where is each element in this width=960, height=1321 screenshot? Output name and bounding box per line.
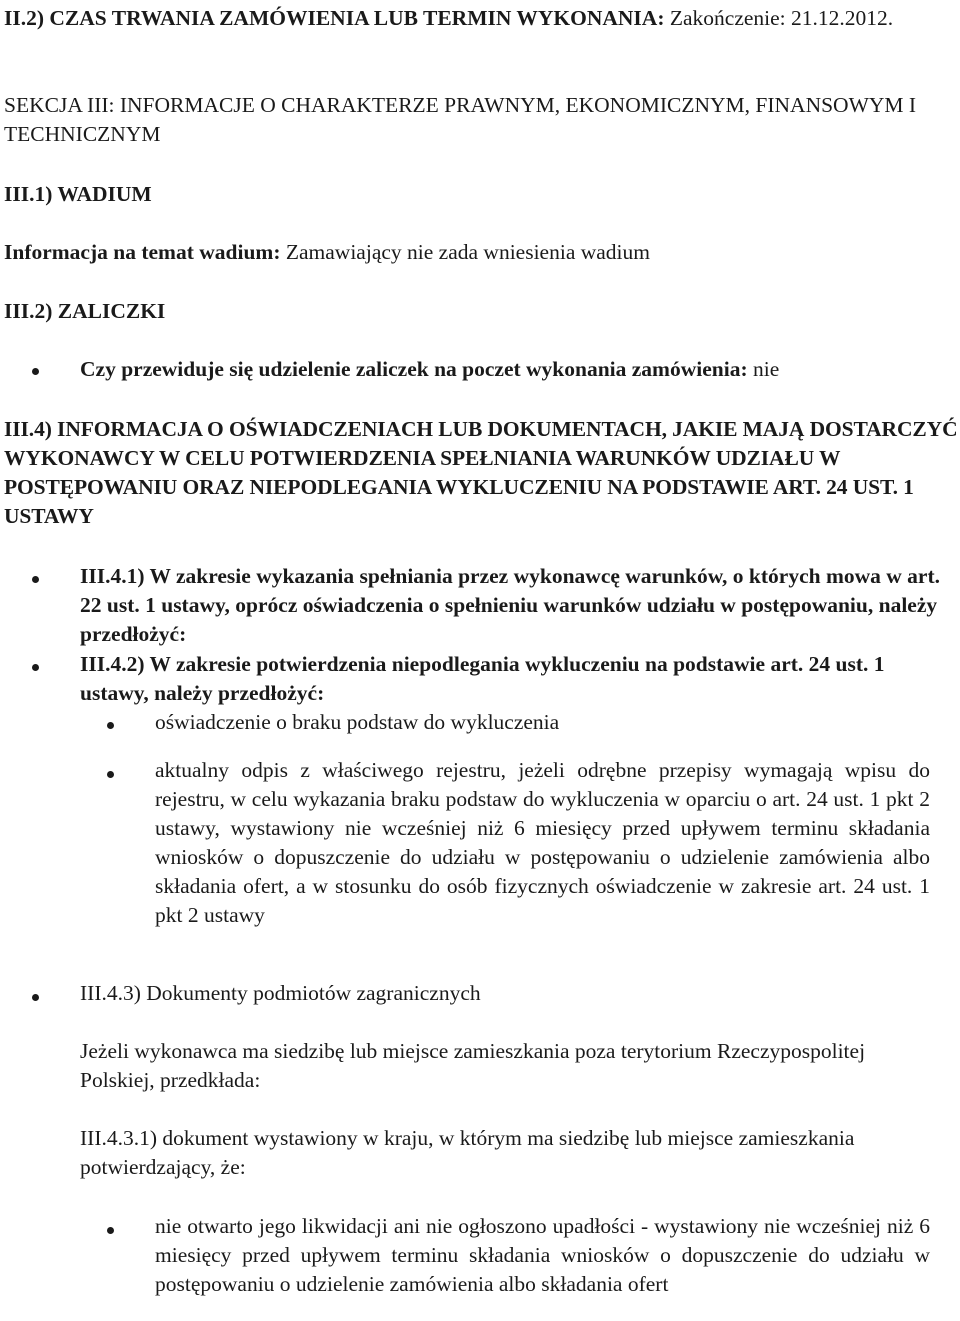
wadium-value: Zamawiający nie zada wniesienia wadium [285, 240, 651, 264]
section-iii4-1-item: III.4.1) W zakresie wykazania spełniania przez wykonawcę warunków, o których mowa w art. 22 ust. 1 ustawy, oprócz oświadczenia o spełnieniu warunków udziału w postępowaniu, należy przedłożyć: [80, 564, 941, 646]
bullet-icon [107, 771, 114, 778]
section-iii4-3-1-item: III.4.3.1) dokument wystawiony w kraju, w którym ma siedzibę lub miejsce zamieszkania potwierdzający, że: [80, 1126, 855, 1179]
section-iii4-2-sub-2: aktualny odpis z właściwego rejestru, jeżeli odrębne przepisy wymagają wpisu do rejestru, w celu wykazania braku podstaw do wykluczenia w oparciu o art. 24 ust. 1 pkt 2 ustawy, wystawiony nie wcześniej niż 6 miesięcy przed upływem terminu składania wniosków o dopuszczenie do udziału w postępowaniu o udzielenie zamówienia albo składania ofert, a w stosunku do osób fizycznych oświadczenie w zakresie art. 24 ust. 1 pkt 2 ustawy [155, 758, 930, 927]
bullet-icon [32, 368, 39, 375]
bullet-icon [32, 664, 39, 671]
zaliczki-label: Czy przewiduje się udzielenie zaliczek na poczet wykonania zamówienia: [80, 357, 748, 381]
bullet-icon [107, 722, 114, 729]
section-iii4-2-sub-1: oświadczenie o braku podstaw do wykluczenia [155, 710, 560, 734]
section-iii4-2-item: III.4.2) W zakresie potwierdzenia niepodlegania wykluczeniu na podstawie art. 24 ust. 1 ustawy, należy przedłożyć: [80, 652, 885, 705]
section-iii4-heading: III.4) INFORMACJA O OŚWIADCZENIACH LUB DOKUMENTACH, JAKIE MAJĄ DOSTARCZYĆ WYKONAWCY W CELU POTWIERDZENIA SPEŁNIANIA WARUNKÓW UDZIAŁU W POSTĘPOWANIU ORAZ NIEPODLEGANIA WYKLUCZENIU NA PODSTAWIE ART. 24 UST. 1 USTAWY [4, 417, 958, 528]
section-iii4-3-1-sub-1: nie otwarto jego likwidacji ani nie ogłoszono upadłości - wystawiony nie wcześniej niż 6 miesięcy przed upływem terminu składania wniosków o dopuszczenie do udziału w postępowaniu o udzielenie zamówienia albo składania ofert [155, 1214, 930, 1296]
zaliczki-value: nie [752, 357, 780, 381]
wadium-label: Informacja na temat wadium: [4, 240, 281, 264]
section-iii4-3-intro: Jeżeli wykonawca ma siedzibę lub miejsce zamieszkania poza terytorium Rzeczypospolitej Polskiej, przedkłada: [80, 1039, 866, 1092]
section-iii4-3-item: III.4.3) Dokumenty podmiotów zagranicznych [80, 981, 481, 1005]
bullet-icon [107, 1227, 114, 1234]
section-iii-heading: SEKCJA III: INFORMACJE O CHARAKTERZE PRAWNYM, EKONOMICZNYM, FINANSOWYM I TECHNICZNYM [4, 93, 917, 146]
section-ii2-label: II.2) CZAS TRWANIA ZAMÓWIENIA LUB TERMIN WYKONANIA: [4, 6, 665, 30]
bullet-icon [32, 576, 39, 583]
bullet-icon [32, 994, 39, 1001]
section-ii2-value: Zakończenie: 21.12.2012. [669, 6, 894, 30]
section-ii2-paragraph [4, 4, 956, 33]
section-iii1-heading: III.1) WADIUM [4, 182, 152, 206]
section-iii1-paragraph [4, 238, 956, 267]
section-iii2-heading: III.2) ZALICZKI [4, 299, 166, 323]
zaliczki-item [80, 355, 956, 384]
